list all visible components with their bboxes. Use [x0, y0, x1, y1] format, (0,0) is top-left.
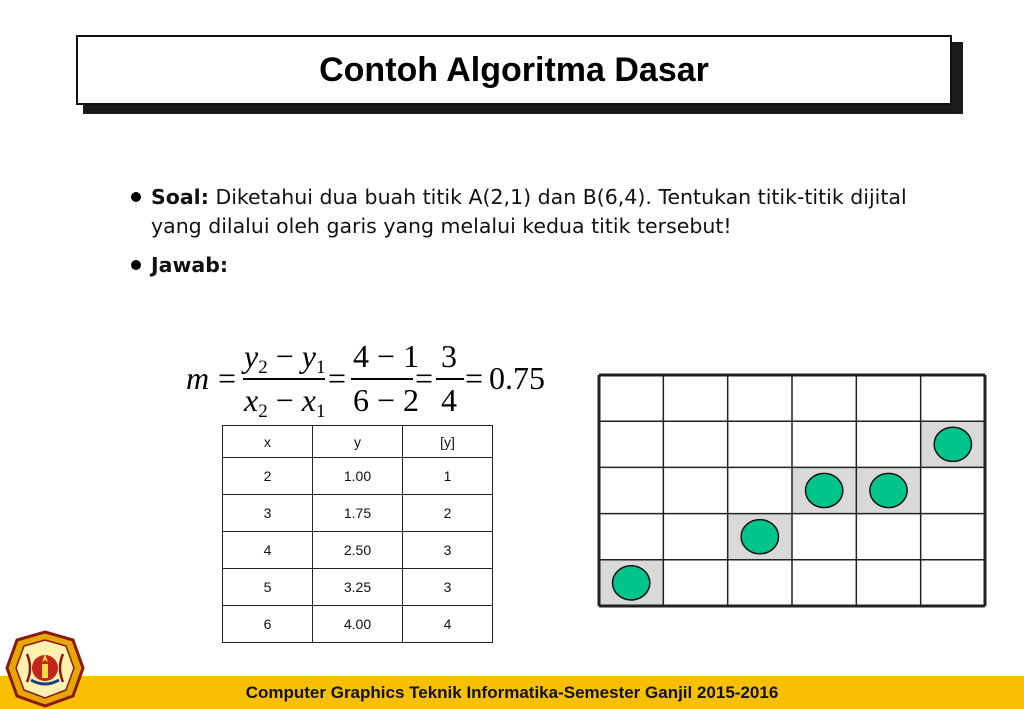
bullet-dot-icon [131, 192, 141, 202]
fraction-bar-3 [436, 378, 464, 380]
pixel-point [741, 520, 778, 554]
bullet-soal [130, 183, 930, 241]
formula-equals: = [218, 360, 237, 396]
table-cell: 3.25 [313, 569, 403, 606]
bullet-text: Diketahui dua buah titik A(2,1) dan B(6,4). Tentukan titik-titik dijital yang dilalui oleh garis yang melalui kedua titik tersebut! [151, 185, 907, 238]
table-cell: 2 [403, 495, 493, 532]
var-x1: x [301, 382, 316, 418]
pixel-grid-svg [597, 373, 987, 608]
table-cell: 2 [223, 458, 313, 495]
table-cell: 1.00 [313, 458, 403, 495]
var-x2: x [244, 382, 259, 418]
table-cell: 6 [223, 606, 313, 643]
frac1-numerator [244, 338, 326, 378]
table-cell: 1.75 [313, 495, 403, 532]
table-row [223, 458, 493, 495]
pixel-point [934, 427, 971, 461]
table-header-row [223, 426, 493, 458]
frac2-numerator: 4 − 1 [353, 338, 420, 374]
frac3-numerator: 3 [441, 338, 457, 374]
pixel-point [806, 473, 843, 507]
frac2-denominator: 6 − 2 [353, 382, 420, 418]
table-cell: 4 [403, 606, 493, 643]
table-row [223, 606, 493, 643]
page-title: Contoh Algoritma Dasar [319, 50, 709, 89]
frac1-denominator [244, 382, 326, 422]
fraction-bar-1 [243, 378, 325, 380]
footer-text: Computer Graphics Teknik Informatika-Semester Ganjil 2015-2016 [245, 683, 779, 702]
table-header: x [223, 426, 313, 458]
pixel-point [613, 566, 650, 600]
table-cell: 5 [223, 569, 313, 606]
table-cell: 3 [223, 495, 313, 532]
var-y1: y [301, 338, 316, 374]
table-cell: 3 [403, 569, 493, 606]
footer-bar [0, 676, 1024, 709]
table-cell: 2.50 [313, 532, 403, 569]
formula-equals: = [465, 360, 484, 396]
table-cell: 1 [403, 458, 493, 495]
formula-equals: = [415, 360, 434, 396]
bullet-keyword: Soal: [151, 185, 209, 209]
bullet-list [130, 183, 930, 280]
formula-lhs: m [186, 360, 210, 396]
university-logo-icon [3, 630, 87, 708]
title-box [76, 35, 952, 105]
pixel-table [222, 425, 493, 643]
formula-equals: = [328, 360, 347, 396]
sub-1: 1 [315, 401, 326, 422]
table-row [223, 569, 493, 606]
sub-1: 1 [315, 357, 326, 378]
fraction-bar-2 [351, 378, 413, 380]
pixel-grid [597, 373, 987, 608]
pixel-point [870, 473, 907, 507]
table-cell: 3 [403, 532, 493, 569]
formula-result: 0.75 [489, 360, 545, 396]
table-row [223, 495, 493, 532]
table-header: y [313, 426, 403, 458]
bullet-keyword: Jawab: [151, 253, 229, 277]
bullet-dot-icon [131, 260, 141, 270]
table-row [223, 532, 493, 569]
sub-2: 2 [258, 401, 268, 422]
bullet-jawab [130, 251, 930, 280]
sub-2: 2 [258, 357, 268, 378]
minus-sign: − [275, 338, 294, 374]
table-cell: 4 [223, 532, 313, 569]
table-cell: 4.00 [313, 606, 403, 643]
var-y2: y [244, 338, 259, 374]
table-header: [y] [403, 426, 493, 458]
frac3-denominator: 4 [441, 382, 457, 418]
minus-sign: − [275, 382, 294, 418]
